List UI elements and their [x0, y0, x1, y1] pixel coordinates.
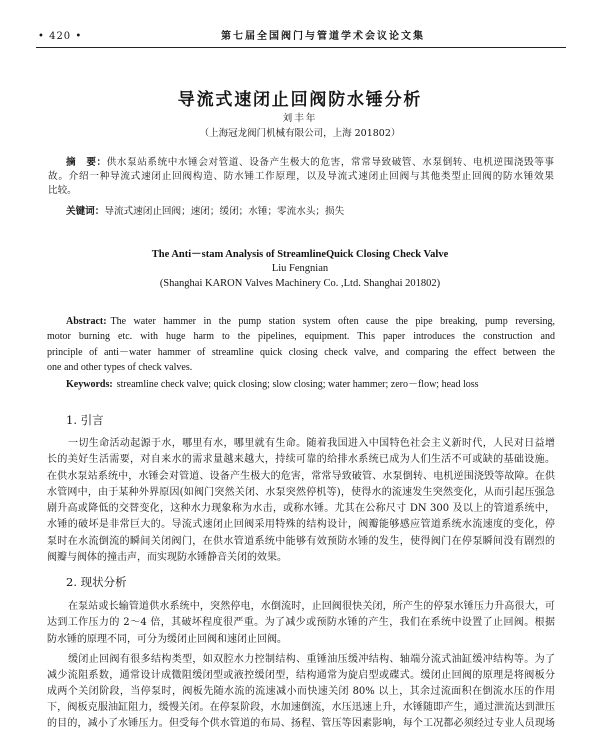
section-heading-status-analysis: 2. 现状分析 [66, 575, 127, 589]
abstract-line: one and other types of check valves. [47, 361, 193, 373]
page-number: • 420 • [38, 31, 83, 42]
text-line: 减少流阻系数，通常设计成微阻缓闭型或液控缓闭型，结构通常为旋启型或碟式。缓闭止回阀的原理是将阀板分 [47, 670, 555, 681]
author-affiliation: （上海冠龙阀门机械有限公司，上海 201802） [199, 128, 401, 139]
text-line: 成两个关闭阶段，当停泵时，阀板先随水流的流速减小而快速关闭 80% 以上，其余过流面积在倒流水压的作用 [47, 686, 555, 697]
keywords-text: 导流式速闭止回阀；速闭；缓闭；水锤；零流水头；损失 [104, 206, 345, 217]
running-header [0, 30, 600, 44]
abstract-line: 故。介绍一种导流式速闭止回阀构造、防水锤工作原理，以及导流式速闭止回阀与其他类型止回阀的防水锤效果 [48, 171, 554, 182]
abstract-text: The water hammer in the pump station system often cause the pipe breaking, pump reversing, [110, 316, 555, 327]
chinese-abstract [48, 156, 554, 198]
author-name: 刘丰年 [282, 113, 318, 124]
text-line: 水管网中，由于某种外界原因(如阀门突然关闭、水泵突然停机等)，使得水的流速发生突然变化，从而引起压强急 [47, 486, 555, 498]
text-line: 长的美好生活需要，对自来水的需求量越来越大，持续可靠的给排水系统已成为人们生活不可或缺的基础设施。 [47, 454, 555, 466]
text-line: 下，阀板克服油缸阻力，缓慢关闭。在停泵阶段，水加速倒流，水压迅速上升，水锤随即产生，通过泄流达到泄压 [47, 702, 555, 713]
abstract-label: Abstract: [66, 316, 107, 327]
english-author: Liu Fengnian [271, 263, 329, 274]
abstract-text: 供水泵站系统中水锤会对管道、设备产生极大的危害，常常导致破管、水泵倒转、电机逆围浇毁等事 [106, 157, 554, 168]
text-line: 泵时在水流倒流的瞬间关闭阀门，在供水管道系统中能够有效预防水锤的发生，使得阀门在停泵瞬间没有剧烈的 [47, 535, 555, 547]
keywords-label: 关键词： [66, 206, 105, 217]
english-keywords [47, 377, 555, 392]
keywords-text: streamline check valve; quick closing; slow closing; water hammer; zero－flow; head loss [116, 379, 479, 390]
english-title: The Anti－stam Analysis of StreamlineQuick Closing Check Valve [151, 249, 449, 260]
text-line: 剧升高或降低的交替变化，这种水力现象称为水击，或称水锤。尤其在公称尺寸 DN 300 及以上的管道系统中， [47, 503, 555, 515]
abstract-line: motor burning etc. with huge harm to the pipelines, equipment. This paper introduces the construction and [47, 331, 555, 343]
text-line: 在供水泵站系统中，水锤会对管道、设备产生极大的危害，常常导致破管、水泵倒转、电机逆围浇毁等故障。在供 [47, 470, 555, 482]
paper-title: 导流式速闭止回阀防水锤分析 [177, 90, 423, 110]
abstract-line [48, 156, 554, 170]
abstract-label: 摘 要： [66, 157, 107, 168]
section-heading-introduction: 1. 引言 [66, 413, 104, 427]
proceedings-title: 第七届全国阀门与管道学术会议论文集 [221, 31, 425, 42]
text-line: 水锤的破坏是非常巨大的。导流式速闭止回阀采用特殊的结构设计，阀瓣能够感应管道系统水流速度的变化，停 [47, 519, 555, 531]
text-line: 一切生命活动起源于水，哪里有水，哪里就有生命。随着我国进入中国特色社会主义新时代，人民对日益增 [68, 438, 555, 449]
abstract-line [47, 314, 555, 329]
section-1-paragraph-1 [47, 436, 555, 566]
text-line: 的目的，减小了水锤压力。但受每个供水管道的布局、扬程、管压等因素影响，每个工况都必须经过专业人员现场 [47, 718, 555, 729]
section-2-paragraph-1 [47, 599, 555, 648]
text-line: 防水锤的原理不同，可分为缓闭止回阀和速闭止回阀。 [47, 633, 287, 645]
abstract-line: principle of anti－water hammer of streamline quick closing check valve, and comparing the effect between the [47, 346, 555, 358]
text-line: 达到工作压力的 2～4 倍，其破坏程度很严重。为了减少或预防水锤的产生，我们在系统中设置了止回阀。根据 [47, 617, 555, 629]
keywords-label: Keywords: [66, 379, 113, 390]
text-line: 缓闭止回阀有很多结构类型，如双腔水力控制结构、重锤油压缓冲结构、轴端分流式油缸缓冲结构等。为了 [68, 654, 555, 665]
abstract-line: 比较。 [48, 185, 77, 196]
text-line: 在泵站或长输管道供水系统中，突然停电，水倒流时，止回阀很快关闭，所产生的停泵水锤压力升高很大，可 [68, 601, 555, 612]
chinese-keywords [48, 205, 554, 219]
text-line: 阀瓣与阀体的撞击声，而实现防水锤静音关闭的效果。 [47, 552, 287, 564]
english-abstract [47, 314, 555, 375]
section-2-paragraph-2 [47, 652, 555, 732]
header-rule [36, 47, 566, 48]
english-affiliation: (Shanghai KARON Valves Machinery Co. ,Ltd. Shanghai 201802) [159, 278, 441, 289]
